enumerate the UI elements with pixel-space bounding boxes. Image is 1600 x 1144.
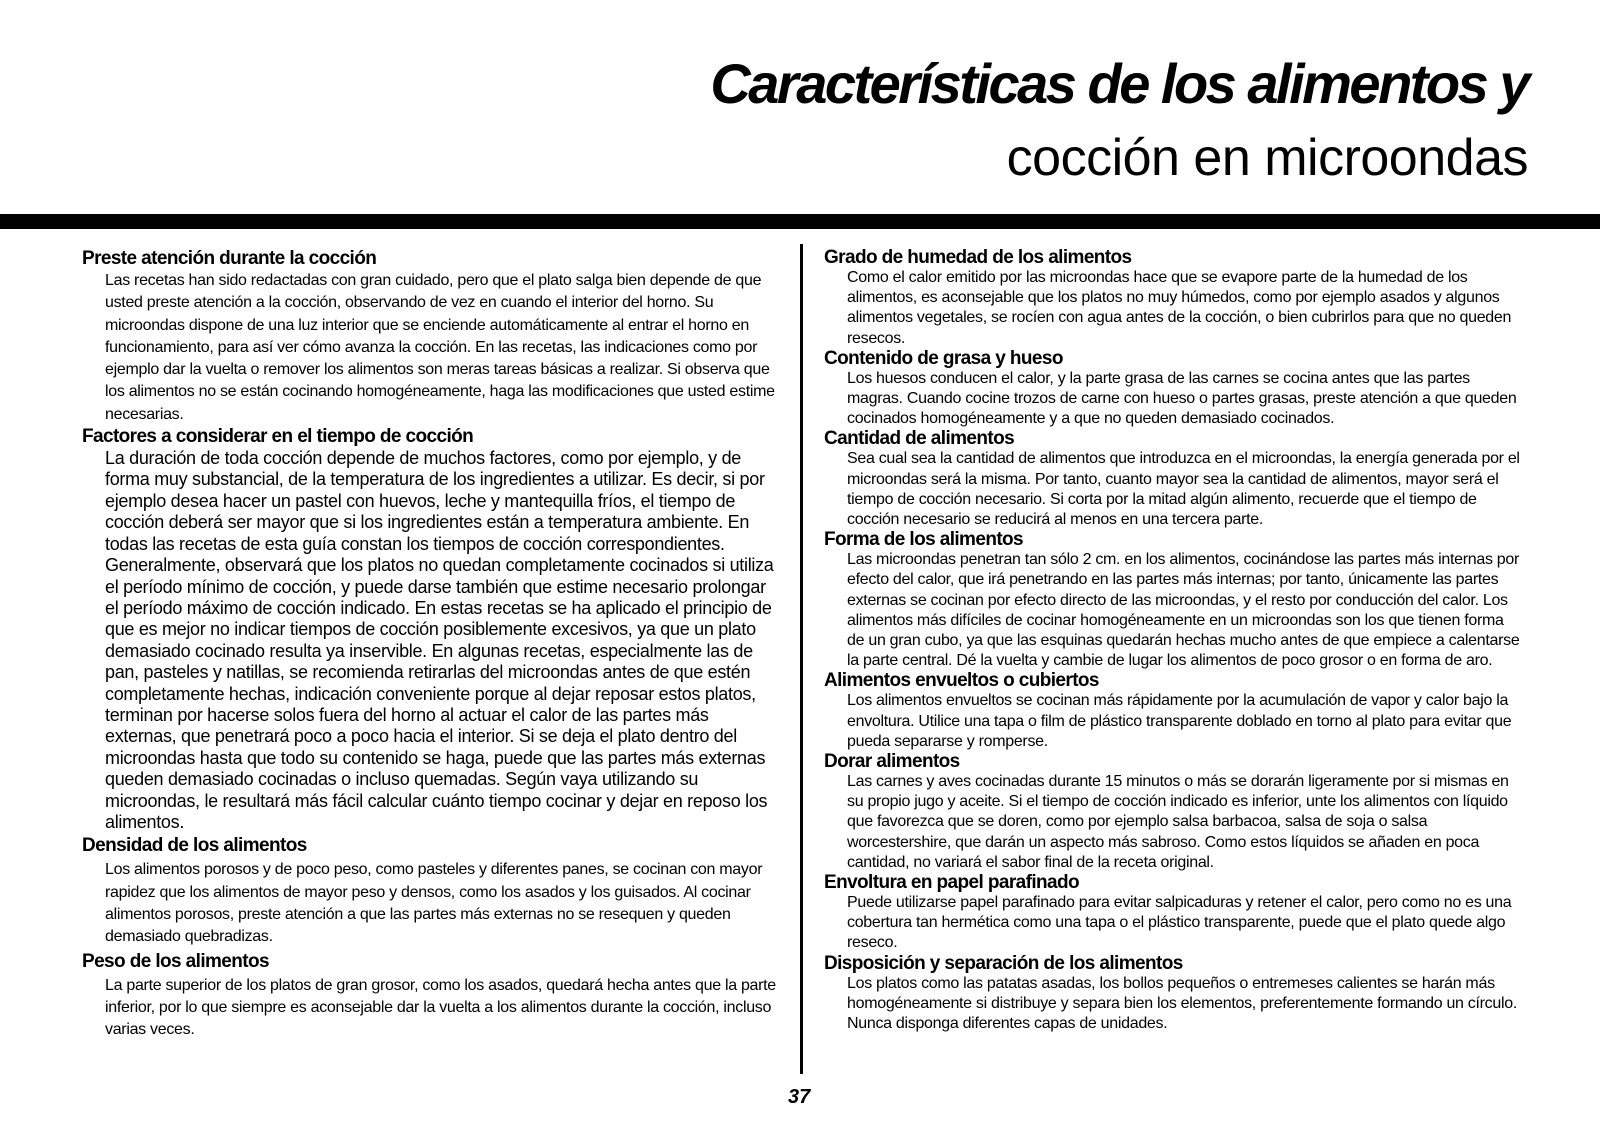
section-preste-atencion bbox=[82, 248, 782, 426]
section-title: Factores a considerar en el tiempo de cocción bbox=[82, 426, 474, 448]
header-divider-bar bbox=[0, 214, 1600, 229]
section-body: Las recetas han sido redactadas con gran cuidado, pero que el plato salga bien depende de que usted preste atención a la cocción, observando de vez en cuando el interior del horno. Su microondas dispone de una luz interior que se enciende automáticamente al entrar el horno en funcionamiento, para así ver cómo avanza la cocción. En las recetas, las indicaciones como por ejemplo dar la vuelta o remover los alimentos son meras tareas básicas a realizar. Si observa que los alimentos no se están cocinando homogéneamente, haga las modificaciones que usted estime necesarias. bbox=[105, 272, 775, 423]
page-header bbox=[0, 0, 1600, 216]
right-column bbox=[824, 248, 1524, 1034]
section-cantidad bbox=[824, 429, 1524, 530]
section-title: Densidad de los alimentos bbox=[82, 835, 307, 857]
page-title-line-2: cocción en microondas bbox=[1006, 129, 1528, 187]
section-body: Puede utilizarse papel parafinado para evitar salpicaduras y retener el calor, pero como no es una cobertura tan hermética como una tapa o el plástico transparente, puede que el plato quede algo reseco. bbox=[847, 894, 1512, 952]
section-body: La duración de toda cocción depende de muchos factores, como por ejemplo, y de forma muy substancial, de la temperatura de los ingredientes a utilizar. Es decir, si por ejemplo desea hacer un pastel con huevos, leche y mantequilla fríos, el tiempo de cocción deberá ser mayor que si los ingredientes están a temperatura ambiente. En todas las recetas de esta guía constan los tiempos de cocción correspondientes. Generalmente, observará que los platos no quedan completamente cocinados si utiliza el período mínimo de cocción, y puede darse también que estime necesario prolongar el período máximo de cocción indicado. En estas recetas se ha aplicado el principio de que es mejor no indicar tiempos de cocción posiblemente excesivos, ya que un plato demasiado cocinado resulta ya inservible. En algunas recetas, especialmente las de pan, pasteles y natillas, se recomienda retirarlas del microondas antes de que estén completamente hechas, indicación conveniente porque al dejar reposar estos platos, terminan por hacerse solos fuera del horno al actuar el calor de las partes más externas, que penetrará poco a poco hacia el interior. Si se deja el plato dentro del microondas hasta que todo su contenido se haga, puede que las partes más externas queden demasiado cocinadas o incluso quemadas. Según vaya utilizando su microondas, le resultará más fácil calcular cuánto tiempo cocinar y dejar en reposo los alimentos. bbox=[105, 448, 774, 832]
column-divider bbox=[800, 244, 803, 1074]
section-title: Forma de los alimentos bbox=[824, 529, 1024, 551]
section-body: Los huesos conducen el calor, y la parte grasa de las carnes se cocina antes que las partes magras. Cuando cocine trozos de carne con hueso o partes grasas, preste atención a que queden cocinados homogéneamente y a que no queden demasiado cocinados. bbox=[847, 369, 1517, 428]
section-title: Cantidad de alimentos bbox=[824, 428, 1015, 450]
section-grasa-hueso bbox=[824, 349, 1524, 430]
section-body: Los alimentos envueltos se cocinan más rápidamente por la acumulación de vapor y calor bajo la envoltura. Utilice una tapa o film de plástico transparente doblado en torno al plato para evitar que pueda separarse y romperse. bbox=[847, 692, 1512, 750]
section-envueltos bbox=[824, 671, 1524, 752]
section-body: Los alimentos porosos y de poco peso, como pasteles y diferentes panes, se cocinan con mayor rapidez que los alimentos de mayor peso y densos, como los asados y los guisados. Al cocinar alimentos porosos, preste atención a que las partes más externas no se resequen y queden demasiado quebradizas. bbox=[105, 861, 763, 946]
section-body: Sea cual sea la cantidad de alimentos que introduzca en el microondas, la energía generada por el microondas será la misma. Por tanto, cuanto mayor sea la cantidad de alimentos, mayor será el tiempo de cocción necesario. Si corta por la mitad algún alimento, recuerde que el tiempo de cocción necesario se reducirá al menos en una tercera parte. bbox=[847, 450, 1520, 529]
section-body: Como el calor emitido por las microondas hace que se evapore parte de la humedad de los alimentos, es aconsejable que los platos no muy húmedos, como por ejemplo asados y algunos alimentos vegetales, se rocíen con agua antes de la cocción, o bien cubrirlos para que no queden resecos. bbox=[847, 269, 1512, 347]
section-papel-parafinado bbox=[824, 873, 1524, 954]
section-forma bbox=[824, 530, 1524, 671]
section-body: Los platos como las patatas asadas, los bollos pequeños o entremeses calientes se harán más homogéneamente si distribuye y separa bien los elementos, preferentemente formando un círculo. Nunca disponga diferentes capas de unidades. bbox=[847, 974, 1517, 1033]
section-dorar bbox=[824, 752, 1524, 873]
section-humedad bbox=[824, 248, 1524, 349]
section-title: Dorar alimentos bbox=[824, 751, 960, 773]
section-body: La parte superior de los platos de gran grosor, como los asados, quedará hecha antes que la parte inferior, por lo que siempre es aconsejable dar la vuelta a los alimentos durante la cocción, incluso varias veces. bbox=[105, 976, 776, 1039]
section-title: Disposición y separación de los alimentos bbox=[824, 952, 1183, 974]
section-densidad bbox=[82, 835, 782, 948]
left-column bbox=[82, 248, 782, 1041]
page-number: 37 bbox=[788, 1086, 811, 1108]
section-title: Alimentos envueltos o cubiertos bbox=[824, 670, 1099, 692]
section-title: Grado de humedad de los alimentos bbox=[824, 247, 1132, 268]
section-title: Peso de los alimentos bbox=[82, 950, 269, 972]
section-body: Las microondas penetran tan sólo 2 cm. en los alimentos, cocinándose las partes más internas por efecto del calor, que irá penetrando en las partes más internas; por tanto, únicamente las partes externas se cocinan por efecto directo de las microondas, y el resto por conducción del calor. Los alimentos más difíciles de cocinar homogéneamente en un microondas son los que tienen forma de un gran cubo, ya que las esquinas quedarán hechas mucho antes de que empiece a calentarse la parte central. Dé la vuelta y cambie de lugar los alimentos de poco grosor o en forma de aro. bbox=[847, 551, 1520, 670]
page-title-line-1: Características de los alimentos y bbox=[710, 52, 1528, 115]
section-peso bbox=[82, 951, 782, 1042]
section-title: Contenido de grasa y hueso bbox=[824, 347, 1063, 369]
section-body: Las carnes y aves cocinadas durante 15 minutos o más se dorarán ligeramente por si mismas en su propio jugo y aceite. Si el tiempo de cocción indicado es inferior, unte los alimentos con líquido que favorezca que se doren, como por ejemplo salsa barbacoa, salsa de soja o salsa worcestershire, que darán un aspecto más sabroso. Como estos líquidos se añaden en poca cantidad, no variará el sabor final de la receta original. bbox=[847, 773, 1509, 871]
section-title: Envoltura en papel parafinado bbox=[824, 872, 1079, 894]
section-factores-tiempo bbox=[82, 426, 782, 833]
section-disposicion bbox=[824, 954, 1524, 1035]
section-title: Preste atención durante la cocción bbox=[82, 248, 377, 269]
